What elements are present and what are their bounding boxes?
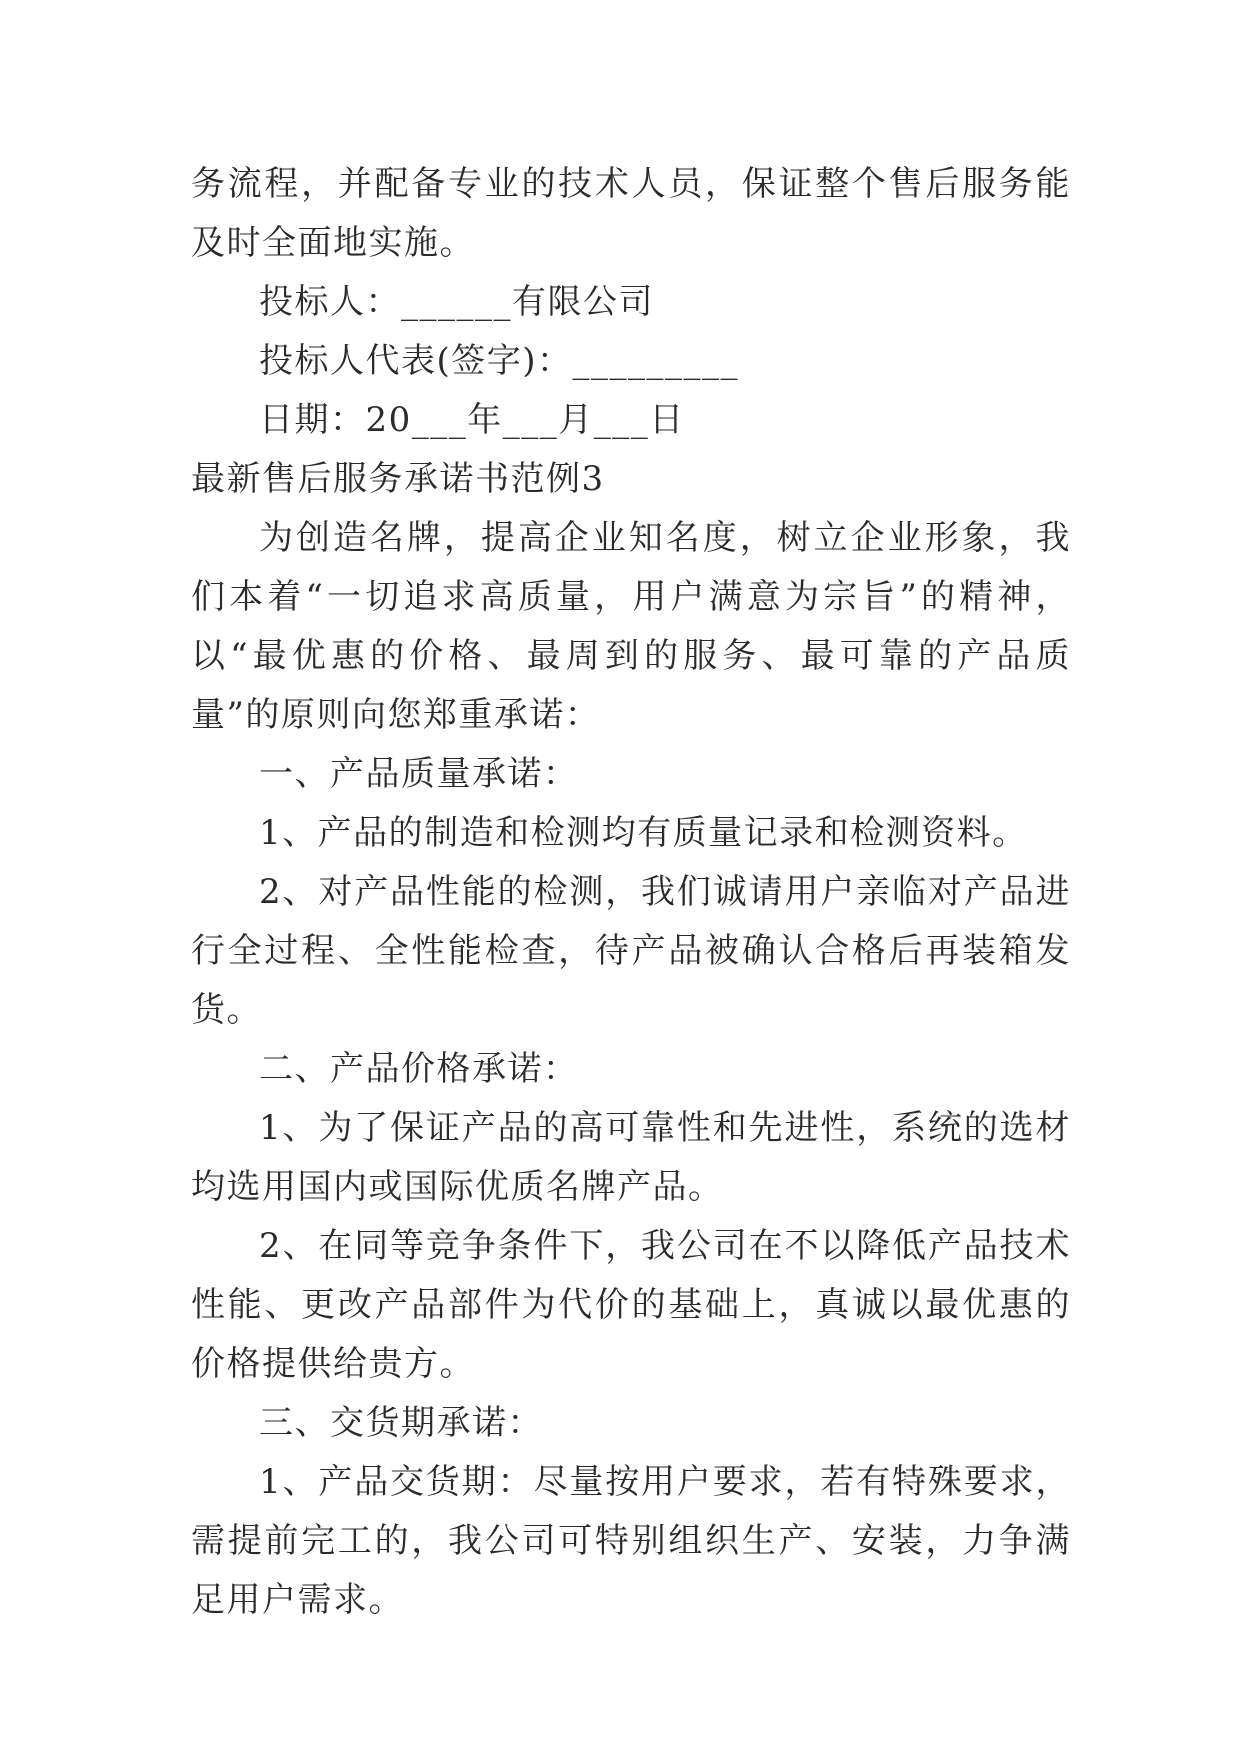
date-line: 日期：20___年___月___日 <box>259 400 685 440</box>
price-item-2: 2、在同等竞争条件下，我公司在不以降低产品技术性能、更改产品部件为代价的基础上，真诚以最优惠的价格提供给贵方。 <box>191 1226 1071 1384</box>
price-item-1: 1、为了保证产品的高可靠性和先进性，系统的选材均选用国内或国际优质名牌产品。 <box>191 1108 1071 1207</box>
intro-continuation: 务流程，并配备专业的技术人员，保证整个售后服务能及时全面地实施。 <box>191 164 1071 263</box>
bidder-representative-line: 投标人代表(签字)：_________ <box>259 341 740 381</box>
opening-paragraph: 为创造名牌，提高企业知名度，树立企业形象，我们本着“一切追求高质量，用户满意为宗旨”的精神，以“最优惠的价格、最周到的服务、最可靠的产品质量”的原则向您郑重承诺： <box>191 518 1071 735</box>
heading-quality: 一、产品质量承诺： <box>259 754 579 794</box>
heading-delivery: 三、交货期承诺： <box>259 1403 543 1443</box>
quality-item-2: 2、对产品性能的检测，我们诚请用户亲临对产品进行全过程、全性能检查，待产品被确认合格后再装箱发货。 <box>191 872 1071 1030</box>
section-title: 最新售后服务承诺书范例3 <box>191 459 605 499</box>
delivery-item-1: 1、产品交货期：尽量按用户要求，若有特殊要求，需提前完工的，我公司可特别组织生产、安装，力争满足用户需求。 <box>191 1462 1071 1620</box>
heading-price: 二、产品价格承诺： <box>259 1049 579 1089</box>
quality-item-1: 1、产品的制造和检测均有质量记录和检测资料。 <box>259 813 1028 853</box>
bidder-line: 投标人：______有限公司 <box>259 282 654 322</box>
document-body <box>191 155 1071 1630</box>
